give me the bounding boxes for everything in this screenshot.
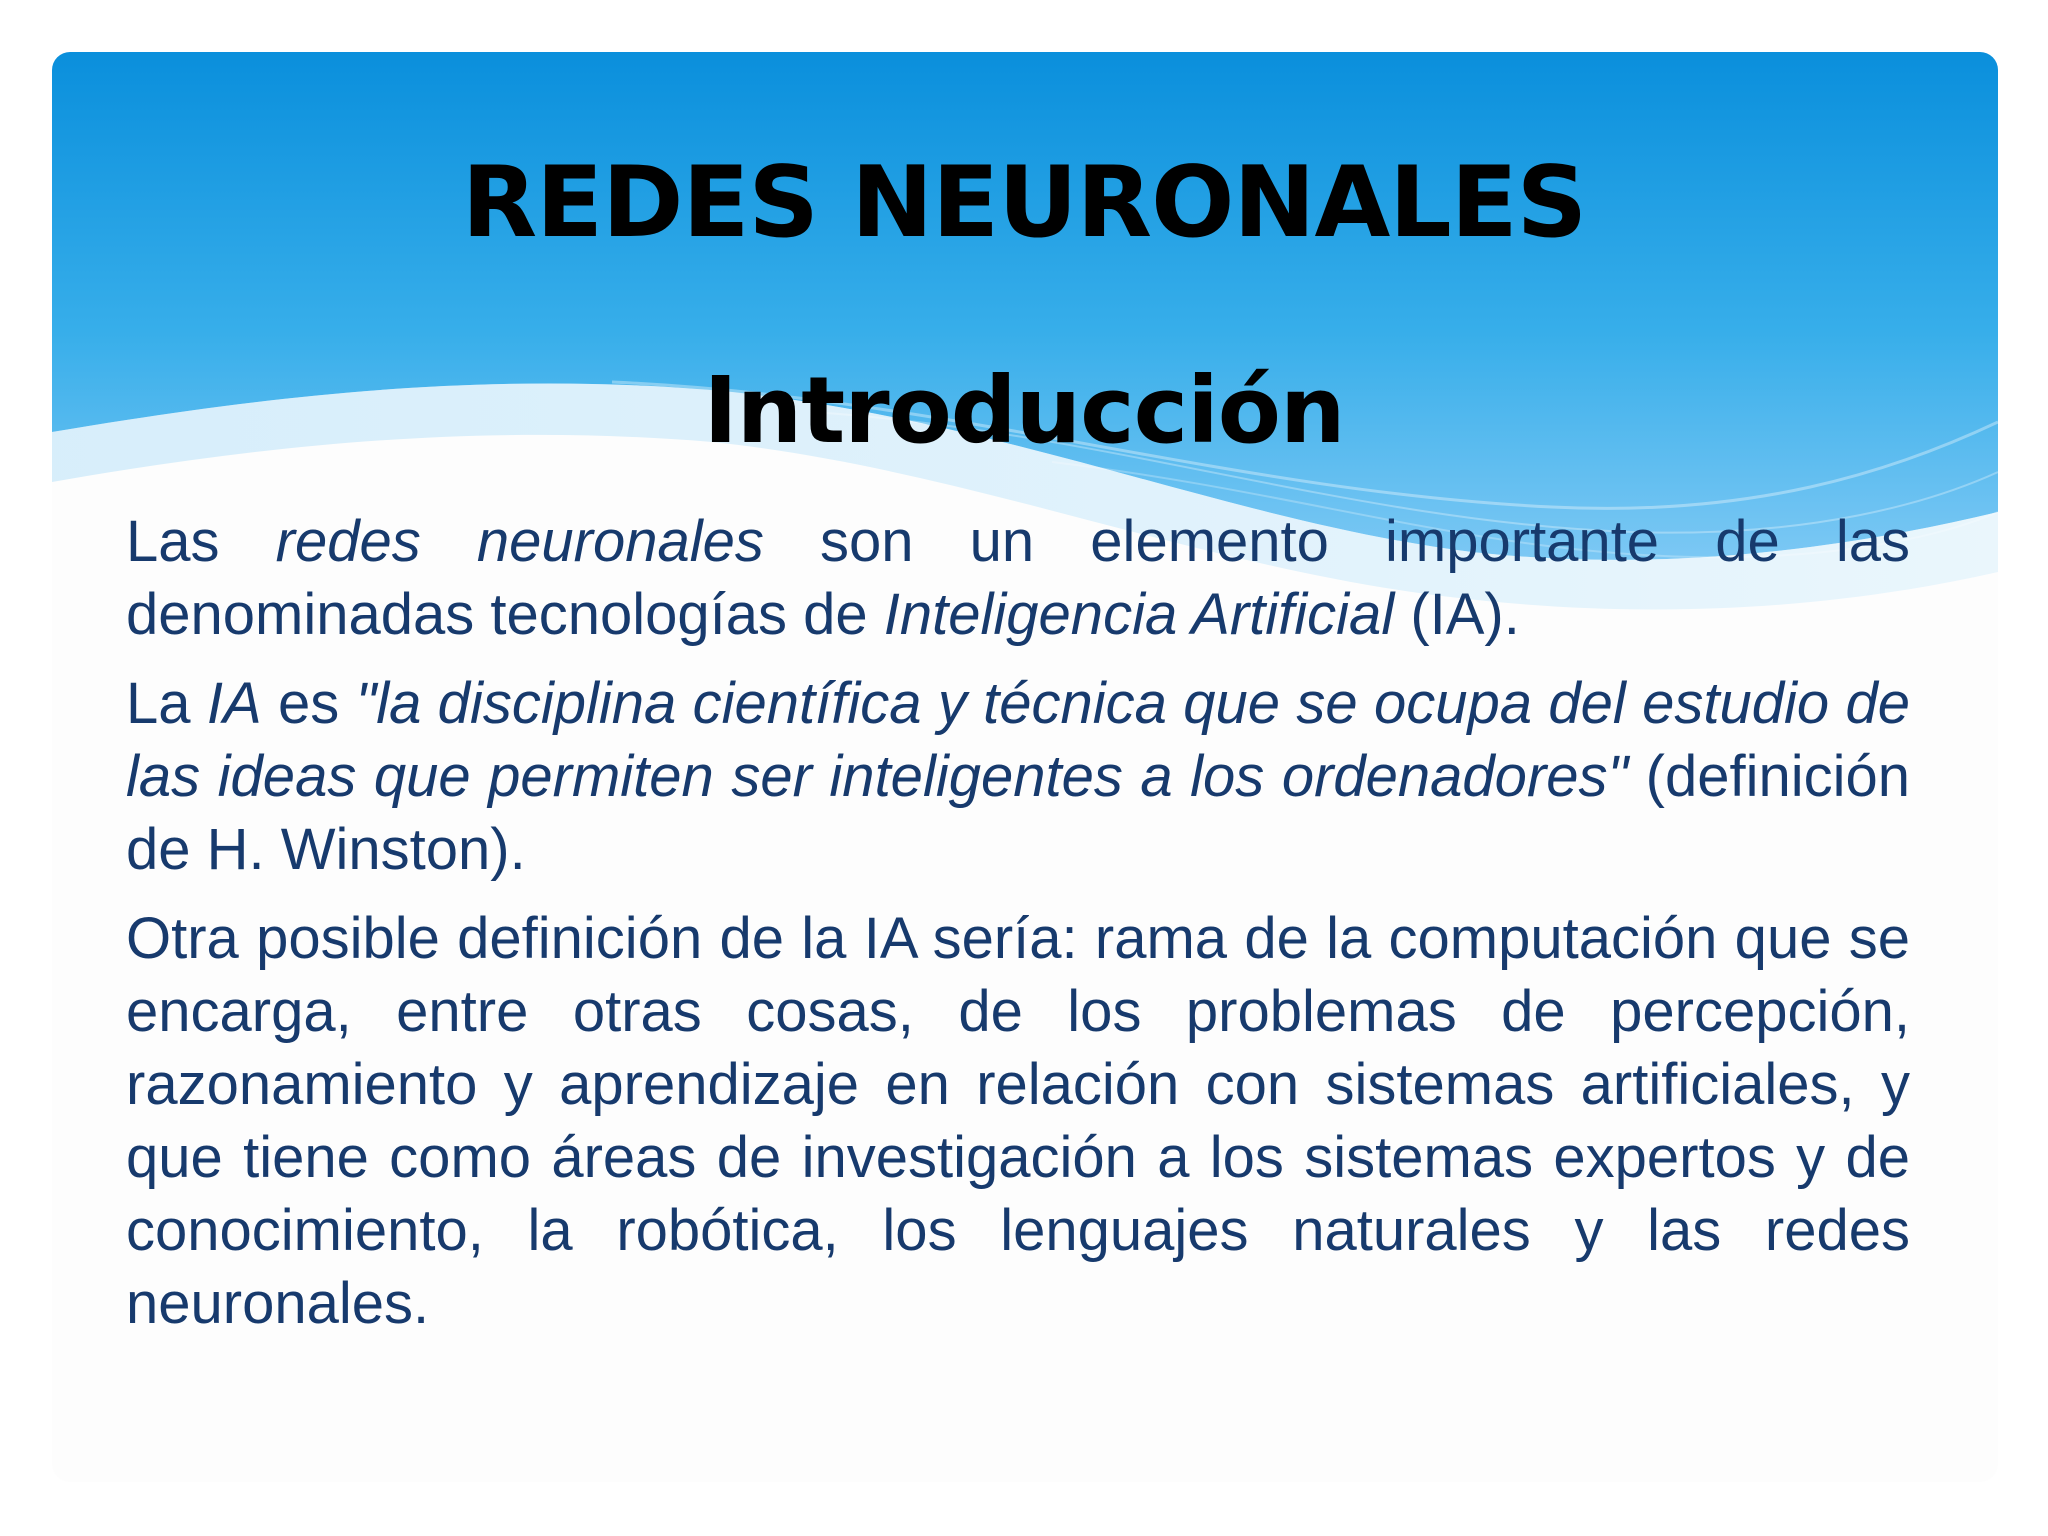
paragraph-ia-intro <box>126 505 1910 651</box>
text-run: La <box>126 671 207 736</box>
paragraph-ia-definition-winston <box>126 667 1910 886</box>
text-run: Las <box>126 509 276 574</box>
text-run: (definición de H. Winston). <box>126 744 1911 882</box>
slide-body <box>126 505 1910 1356</box>
paragraph-ia-alt-definition: Otra posible definición de la IA sería: rama de la computación que se encarga, entre otras cosas, de los problemas de percepción, razonamiento y aprendizaje en relación con sistemas artificiales, y que tiene como áreas de investigación a los sistemas expertos y de conocimiento, la robótica, los lenguajes naturales y las redes neuronales. <box>126 906 1910 1336</box>
italic-term-ia: IA <box>206 671 262 736</box>
text-run: (IA). <box>1394 582 1520 647</box>
slide-subtitle: Introducción <box>703 357 1345 464</box>
text-run: es <box>261 671 356 736</box>
italic-term-redes-neuronales: redes neuronales <box>275 509 764 574</box>
slide-title: REDES NEURONALES <box>461 146 1587 260</box>
italic-quote-definition: "la disciplina científica y técnica que se ocupa del estudio de las ideas que permiten ser inteligentes a los ordenadores" <box>126 671 1910 809</box>
text-run: son un elemento importante de las denominadas tecnologías de <box>126 509 1910 647</box>
italic-term-inteligencia-artificial: Inteligencia Artificial <box>883 582 1395 647</box>
